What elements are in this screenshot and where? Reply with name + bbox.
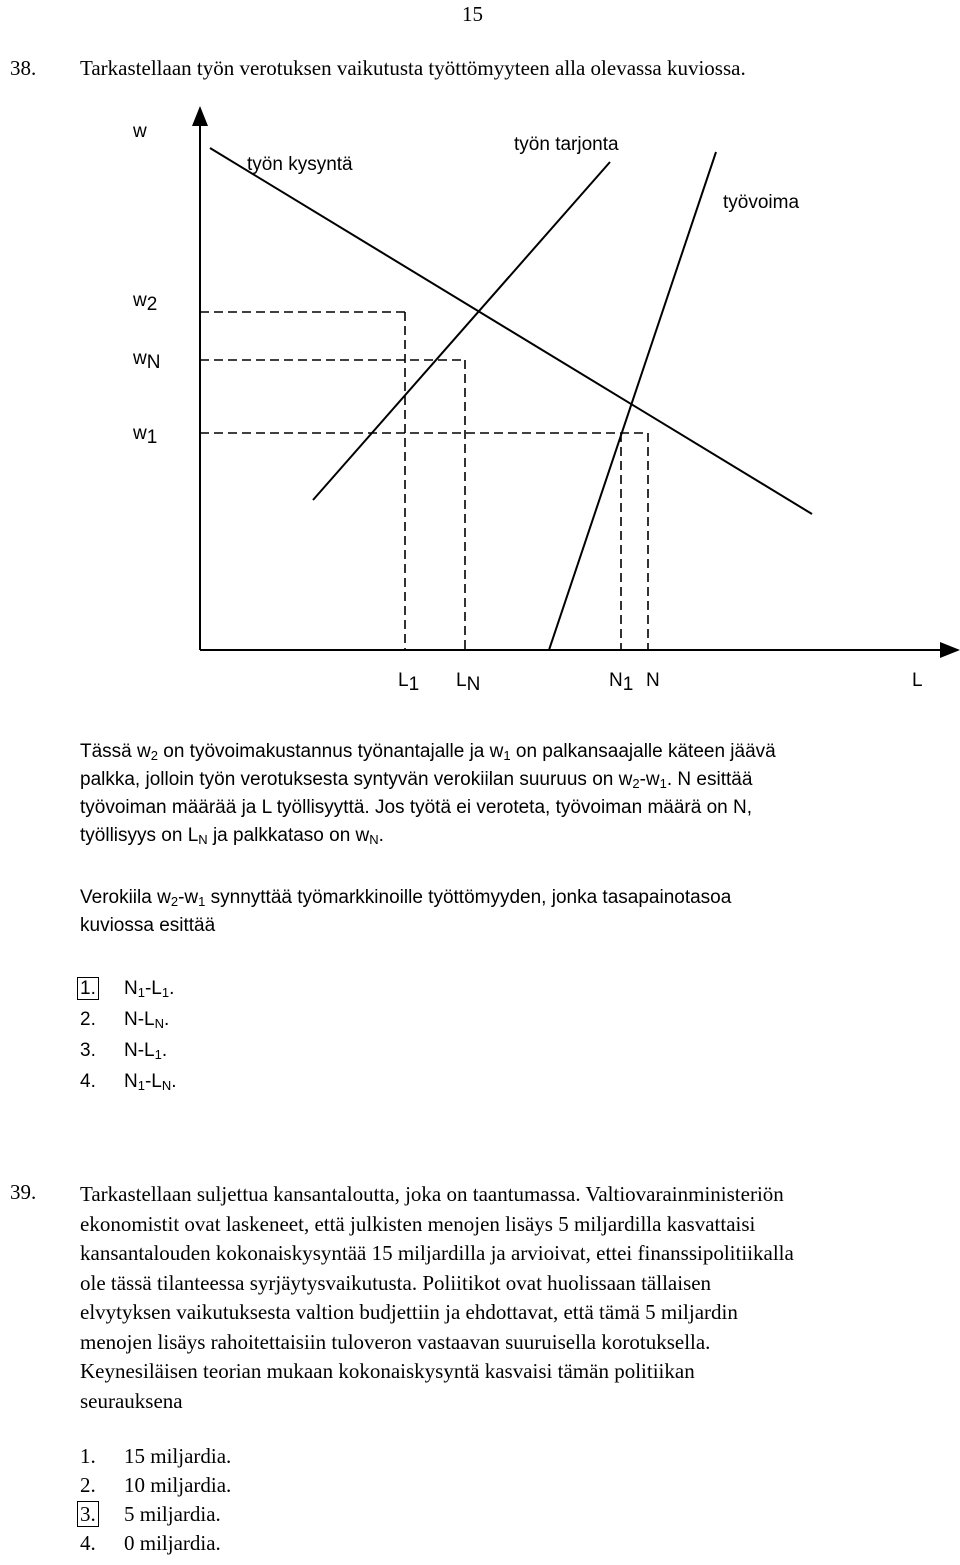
explanation-paragraph — [80, 738, 940, 850]
text-run: . — [169, 978, 175, 999]
option-number: 4. — [80, 1531, 96, 1555]
option-number: 3. — [80, 1040, 96, 1061]
L1-label: L1 — [398, 670, 420, 695]
text-run: työllisyys on L — [80, 825, 199, 846]
answer-option — [80, 1071, 177, 1093]
answer-option — [80, 1009, 169, 1031]
subscript: N — [161, 1078, 172, 1093]
text-run: . — [164, 1009, 170, 1030]
wN-label: wN — [133, 348, 161, 373]
selected-answer-box: 3. — [77, 1501, 99, 1527]
labor-demand-line — [210, 148, 812, 514]
subscript: 1 — [154, 1047, 162, 1062]
text-run: N-L — [124, 1009, 155, 1030]
text-run: . N esittää — [666, 769, 753, 790]
text-run: on työvoimakustannus työnantajalle ja w — [157, 741, 504, 762]
text-run: N — [124, 978, 138, 999]
text-line: kansantalouden kokonaiskysyntää 15 miljardilla ja arvioivat, ettei finanssipolitiikalla — [80, 1241, 794, 1265]
option-number — [80, 978, 124, 1000]
labor-force-label: työvoima — [723, 192, 800, 213]
text-line — [80, 912, 940, 940]
text-run: -L — [144, 978, 162, 999]
page-number: 15 — [462, 2, 483, 26]
text-run: Verokiila w — [80, 887, 171, 908]
N1-label: N1 — [609, 670, 634, 695]
text-line: seurauksena — [80, 1388, 183, 1413]
text-run: . — [378, 825, 384, 846]
text-run: . — [171, 1071, 177, 1092]
subscript: 1 — [137, 1078, 145, 1093]
subscript: N — [369, 832, 379, 847]
option-number: 4. — [80, 1071, 96, 1092]
subscript: 1 — [137, 985, 145, 1000]
text-line — [80, 766, 940, 794]
question-stem: Tarkastellaan työn verotuksen vaikutusta työttömyyteen alla olevassa kuviossa. — [80, 56, 746, 80]
text-line — [80, 738, 940, 766]
labor-supply-line — [313, 162, 610, 500]
option-number: 2. — [80, 1009, 96, 1030]
labor-force-line — [549, 152, 716, 650]
text-line: elvytyksen vaikutuksesta valtion budjettiin ja ehdottavat, että tämä 5 miljardin — [80, 1300, 738, 1324]
subscript: 2 — [632, 776, 640, 791]
labor-supply-label: työn tarjonta — [514, 134, 619, 155]
answer-option — [80, 1531, 221, 1556]
text-line — [80, 822, 940, 850]
option-number — [80, 1502, 124, 1527]
answer-option — [80, 978, 174, 1000]
option-text: 0 miljardia. — [124, 1531, 221, 1555]
text-line — [80, 794, 940, 822]
subscript: N — [198, 832, 208, 847]
text-run: synnyttää työmarkkinoille työttömyyden, jonka tasapainotasoa — [205, 887, 732, 908]
subscript: 1 — [659, 776, 667, 791]
w2-label: w2 — [133, 290, 158, 315]
option-text: 5 miljardia. — [124, 1502, 221, 1526]
question-number: 39. — [10, 1180, 37, 1204]
question-number: 38. — [10, 56, 37, 80]
text-run: ja palkkataso on w — [207, 825, 370, 846]
option-text: 15 miljardia. — [124, 1444, 232, 1468]
text-run: -w — [639, 769, 660, 790]
answer-option — [80, 1040, 167, 1062]
answer-option — [80, 1502, 221, 1527]
text-line: Keynesiläisen teorian mukaan kokonaiskysyntä kasvaisi tämän politiikan — [80, 1359, 695, 1383]
subscript: 1 — [503, 748, 511, 763]
LN-label: LN — [456, 670, 481, 695]
subscript: N — [154, 1016, 165, 1031]
answer-option — [80, 1444, 231, 1469]
labor-demand-label: työn kysyntä — [247, 154, 353, 175]
text-line: Tarkastellaan suljettua kansantaloutta, joka on taantumassa. Valtiovarainministeriön — [80, 1182, 784, 1206]
text-run: N — [124, 1071, 138, 1092]
subscript: 2 — [150, 748, 158, 763]
question-paragraph — [80, 884, 940, 940]
text-run: N-L — [124, 1040, 155, 1061]
question-39-text — [80, 1180, 940, 1416]
labor-market-figure — [0, 90, 960, 700]
text-run: palkka, jolloin työn verotuksesta syntyvän verokiilan suuruus on w — [80, 769, 633, 790]
text-run: -L — [144, 1071, 162, 1092]
option-number: 2. — [80, 1473, 96, 1497]
text-run: Tässä w — [80, 741, 151, 762]
text-line: menojen lisäys rahoitettaisiin tuloveron vastaavan suuruisella korotuksella. — [80, 1329, 711, 1354]
subscript: 1 — [198, 894, 206, 909]
text-run: . — [161, 1040, 168, 1061]
text-run: on palkansaajalle käteen jäävä — [510, 741, 776, 762]
text-line: ole tässä tilanteessa syrjäytysvaikutusta. Poliitikot ovat huolissaan tällaisen — [80, 1270, 712, 1295]
subscript: 1 — [161, 985, 170, 1000]
x-axis-label: L — [912, 670, 923, 691]
text-line: ekonomistit ovat laskeneet, että julkisten menojen lisäys 5 miljardilla kasvattaisi — [80, 1211, 756, 1236]
text-run: kuviossa esittää — [80, 915, 216, 936]
answer-option — [80, 1473, 231, 1498]
text-run: -w — [178, 887, 199, 908]
subscript: 2 — [170, 894, 179, 909]
N-label: N — [646, 670, 660, 691]
text-run: työvoiman määrää ja L työllisyyttä. Jos työtä ei veroteta, työvoiman määrä on N, — [80, 797, 752, 818]
option-text: 10 miljardia. — [124, 1473, 232, 1497]
option-number: 1. — [80, 1444, 96, 1468]
selected-answer-box: 1. — [77, 977, 99, 1000]
text-line — [80, 884, 940, 912]
w1-label: w1 — [133, 423, 158, 448]
y-axis-label: w — [133, 121, 147, 142]
